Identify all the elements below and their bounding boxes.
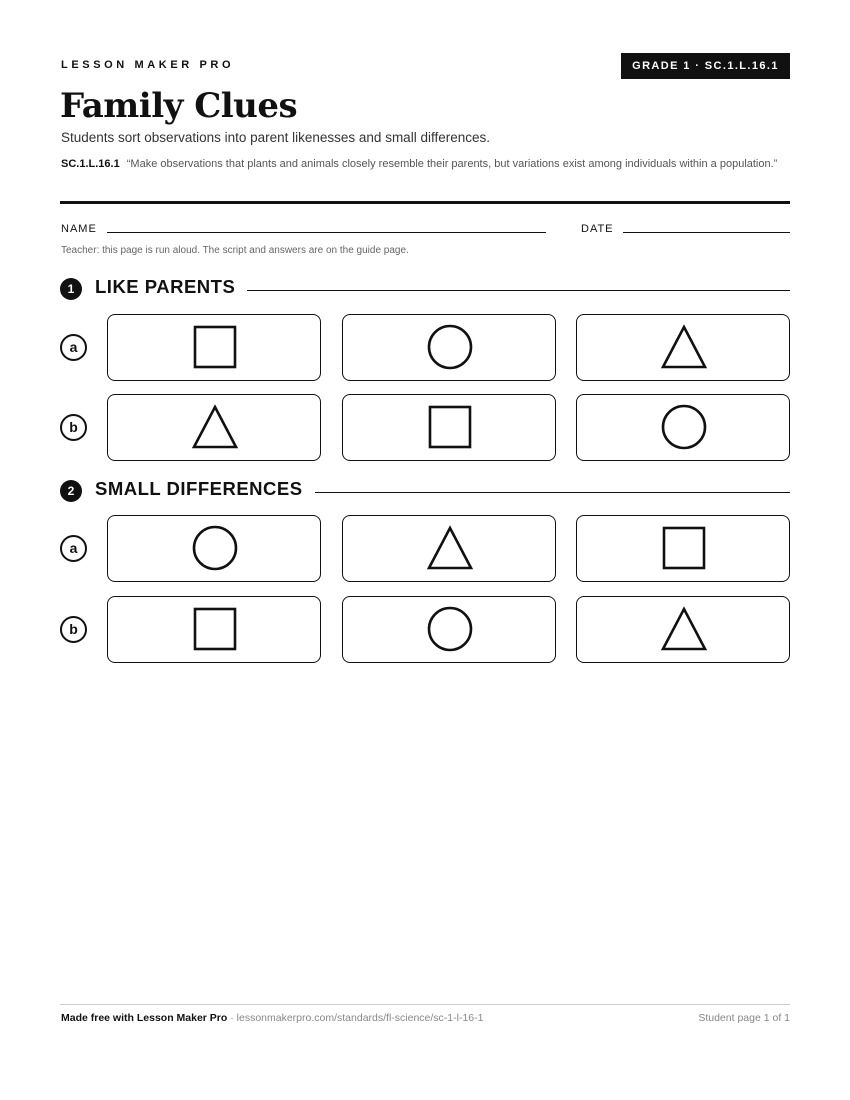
observation-card[interactable] bbox=[342, 515, 556, 582]
section-number-badge: 1 bbox=[60, 278, 82, 300]
standard-statement bbox=[61, 156, 791, 173]
standard-text: “Make observations that plants and animals closely resemble their parents, but variations exist among individuals within a population.” bbox=[126, 158, 778, 170]
section-rule bbox=[247, 290, 790, 291]
standard-code: SC.1.L.16.1 bbox=[61, 158, 120, 170]
observation-card[interactable] bbox=[576, 314, 790, 381]
triangle-icon bbox=[662, 325, 706, 369]
square-icon bbox=[193, 607, 237, 651]
observation-card[interactable] bbox=[107, 515, 321, 582]
section-title: LIKE PARENTS bbox=[95, 276, 236, 297]
row-label: a bbox=[60, 334, 87, 361]
page-subtitle: Students sort observations into parent likenesses and small differences. bbox=[61, 130, 490, 145]
grade-badge: GRADE 1 · SC.1.L.16.1 bbox=[621, 53, 790, 79]
observation-card[interactable] bbox=[342, 596, 556, 663]
observation-card[interactable] bbox=[107, 314, 321, 381]
footer-divider bbox=[60, 1004, 790, 1005]
triangle-icon bbox=[428, 526, 472, 570]
observation-card[interactable] bbox=[576, 515, 790, 582]
row-label: a bbox=[60, 535, 87, 562]
section-number-badge: 2 bbox=[60, 480, 82, 502]
square-icon bbox=[193, 325, 237, 369]
row-label: b bbox=[60, 414, 87, 441]
section-header-1 bbox=[60, 276, 790, 300]
teacher-note: Teacher: this page is run aloud. The script and answers are on the guide page. bbox=[61, 245, 409, 256]
header-divider bbox=[60, 201, 790, 204]
section-header-2 bbox=[60, 478, 790, 502]
page-title: Family Clues bbox=[60, 86, 298, 126]
circle-icon bbox=[193, 526, 237, 570]
date-field[interactable] bbox=[623, 232, 790, 233]
triangle-icon bbox=[193, 405, 237, 449]
observation-card[interactable] bbox=[342, 394, 556, 461]
circle-icon bbox=[428, 607, 472, 651]
triangle-icon bbox=[662, 607, 706, 651]
section-title: SMALL DIFFERENCES bbox=[95, 478, 303, 499]
square-icon bbox=[662, 526, 706, 570]
section-rule bbox=[315, 492, 790, 493]
observation-card[interactable] bbox=[576, 394, 790, 461]
circle-icon bbox=[428, 325, 472, 369]
name-label: NAME bbox=[61, 223, 97, 235]
footer-url: · lessonmakerpro.com/standards/fl-science/sc-1-l-16-1 bbox=[227, 1012, 484, 1024]
observation-card[interactable] bbox=[342, 314, 556, 381]
name-field[interactable] bbox=[107, 232, 546, 233]
brand-name: LESSON MAKER PRO bbox=[61, 59, 235, 71]
footer-made-with: Made free with Lesson Maker Pro bbox=[61, 1012, 228, 1024]
square-icon bbox=[428, 405, 472, 449]
row-label: b bbox=[60, 616, 87, 643]
circle-icon bbox=[662, 405, 706, 449]
observation-card[interactable] bbox=[107, 394, 321, 461]
footer-page-number: Student page 1 of 1 bbox=[698, 1012, 790, 1024]
footer-credit bbox=[61, 1012, 484, 1024]
observation-card[interactable] bbox=[107, 596, 321, 663]
date-label: DATE bbox=[581, 223, 614, 235]
observation-card[interactable] bbox=[576, 596, 790, 663]
